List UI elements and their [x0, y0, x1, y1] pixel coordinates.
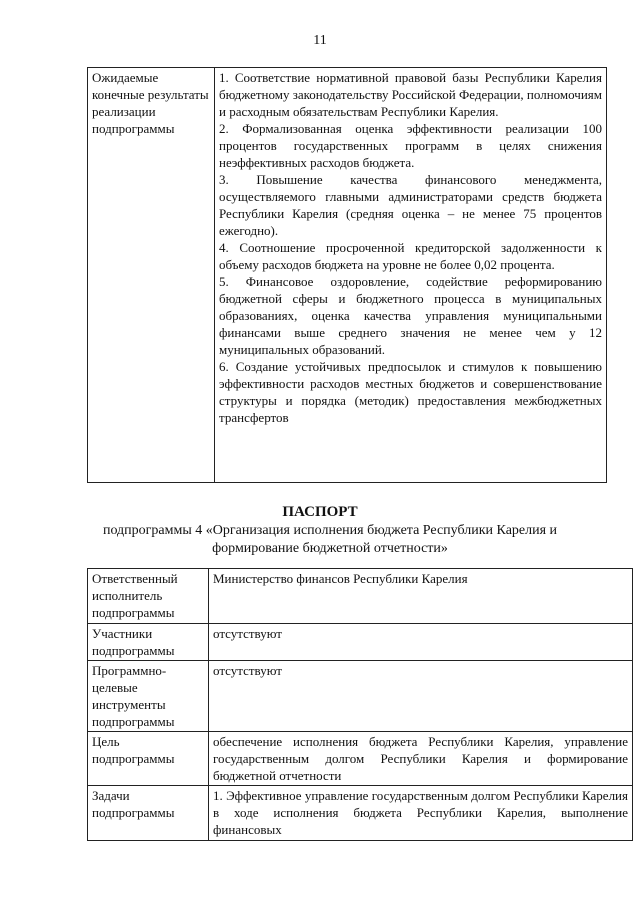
row-label: Цель подпрограммы — [88, 732, 209, 786]
list-item: 5. Финансовое оздоровление, содействие реформированию бюджетной сферы и бюджетного процесса в муниципальных образованиях, оценка качества управления муниципальными финансами выше среднего значения не менее чем у 12 муниципальных образований. — [219, 274, 602, 357]
row-label: Участники подпрограммы — [88, 624, 209, 661]
table-row — [88, 661, 633, 732]
row-label: Задачи подпрограммы — [88, 786, 209, 841]
table-row — [88, 786, 633, 841]
cell-text: обеспечение исполнения бюджета Республики Карелия, управление государственным долгом Республики Карелия и формирование бюджетной отчетности — [213, 734, 628, 783]
table-row — [88, 624, 633, 661]
cell-text: 1. Эффективное управление государственным долгом Республики Карелия в ходе исполнения бюджета Республики Карелия, выполнение финансовых — [213, 788, 628, 837]
row-value — [215, 68, 607, 483]
list-item: 2. Формализованная оценка эффективности реализации 100 процентов государственных программ в целях снижения неэффективных расходов бюджета. — [219, 121, 602, 170]
table-row — [88, 569, 633, 624]
passport-subtitle: подпрограммы 4 «Организация исполнения бюджета Республики Карелия и формирование бюджетной отчетности» — [102, 523, 558, 556]
cell-text: Министерство финансов Республики Карелия — [213, 571, 468, 586]
list-item: 4. Соотношение просроченной кредиторской задолженности к объему расходов бюджета на уровне не более 0,02 процента. — [219, 240, 602, 272]
table-row — [88, 732, 633, 786]
row-value — [209, 732, 633, 786]
cell-text: отсутствуют — [213, 663, 282, 678]
row-value — [209, 786, 633, 841]
list-item: 1. Соответствие нормативной правовой базы Республики Карелия бюджетному законодательству Российской Федерации, полномочиям и расходным обязательствам Республики Карелия. — [219, 70, 602, 119]
passport-table — [87, 568, 633, 841]
table-row — [88, 68, 607, 483]
list-item: 3. Повышение качества финансового менеджмента, осуществляемого главными администраторами средств бюджета Республики Карелия (средняя оценка – не менее 75 процентов ежегодно). — [219, 172, 602, 238]
row-label: Программно-целевые инструменты подпрограммы — [88, 661, 209, 732]
list-item: 6. Создание устойчивых предпосылок и стимулов к повышению эффективности расходов местных бюджетов и совершенствование структуры и порядка (методик) предоставления межбюджетных трансфертов — [219, 359, 602, 425]
page-number: 11 — [313, 33, 327, 48]
row-label: Ответственный исполнитель подпрограммы — [88, 569, 209, 624]
row-value — [209, 569, 633, 624]
expected-results-table — [87, 67, 607, 483]
cell-text: отсутствуют — [213, 626, 282, 641]
row-label: Ожидаемые конечные результаты реализации подпрограммы — [88, 68, 215, 483]
passport-title: ПАСПОРТ — [282, 504, 358, 520]
row-value — [209, 661, 633, 732]
row-value — [209, 624, 633, 661]
